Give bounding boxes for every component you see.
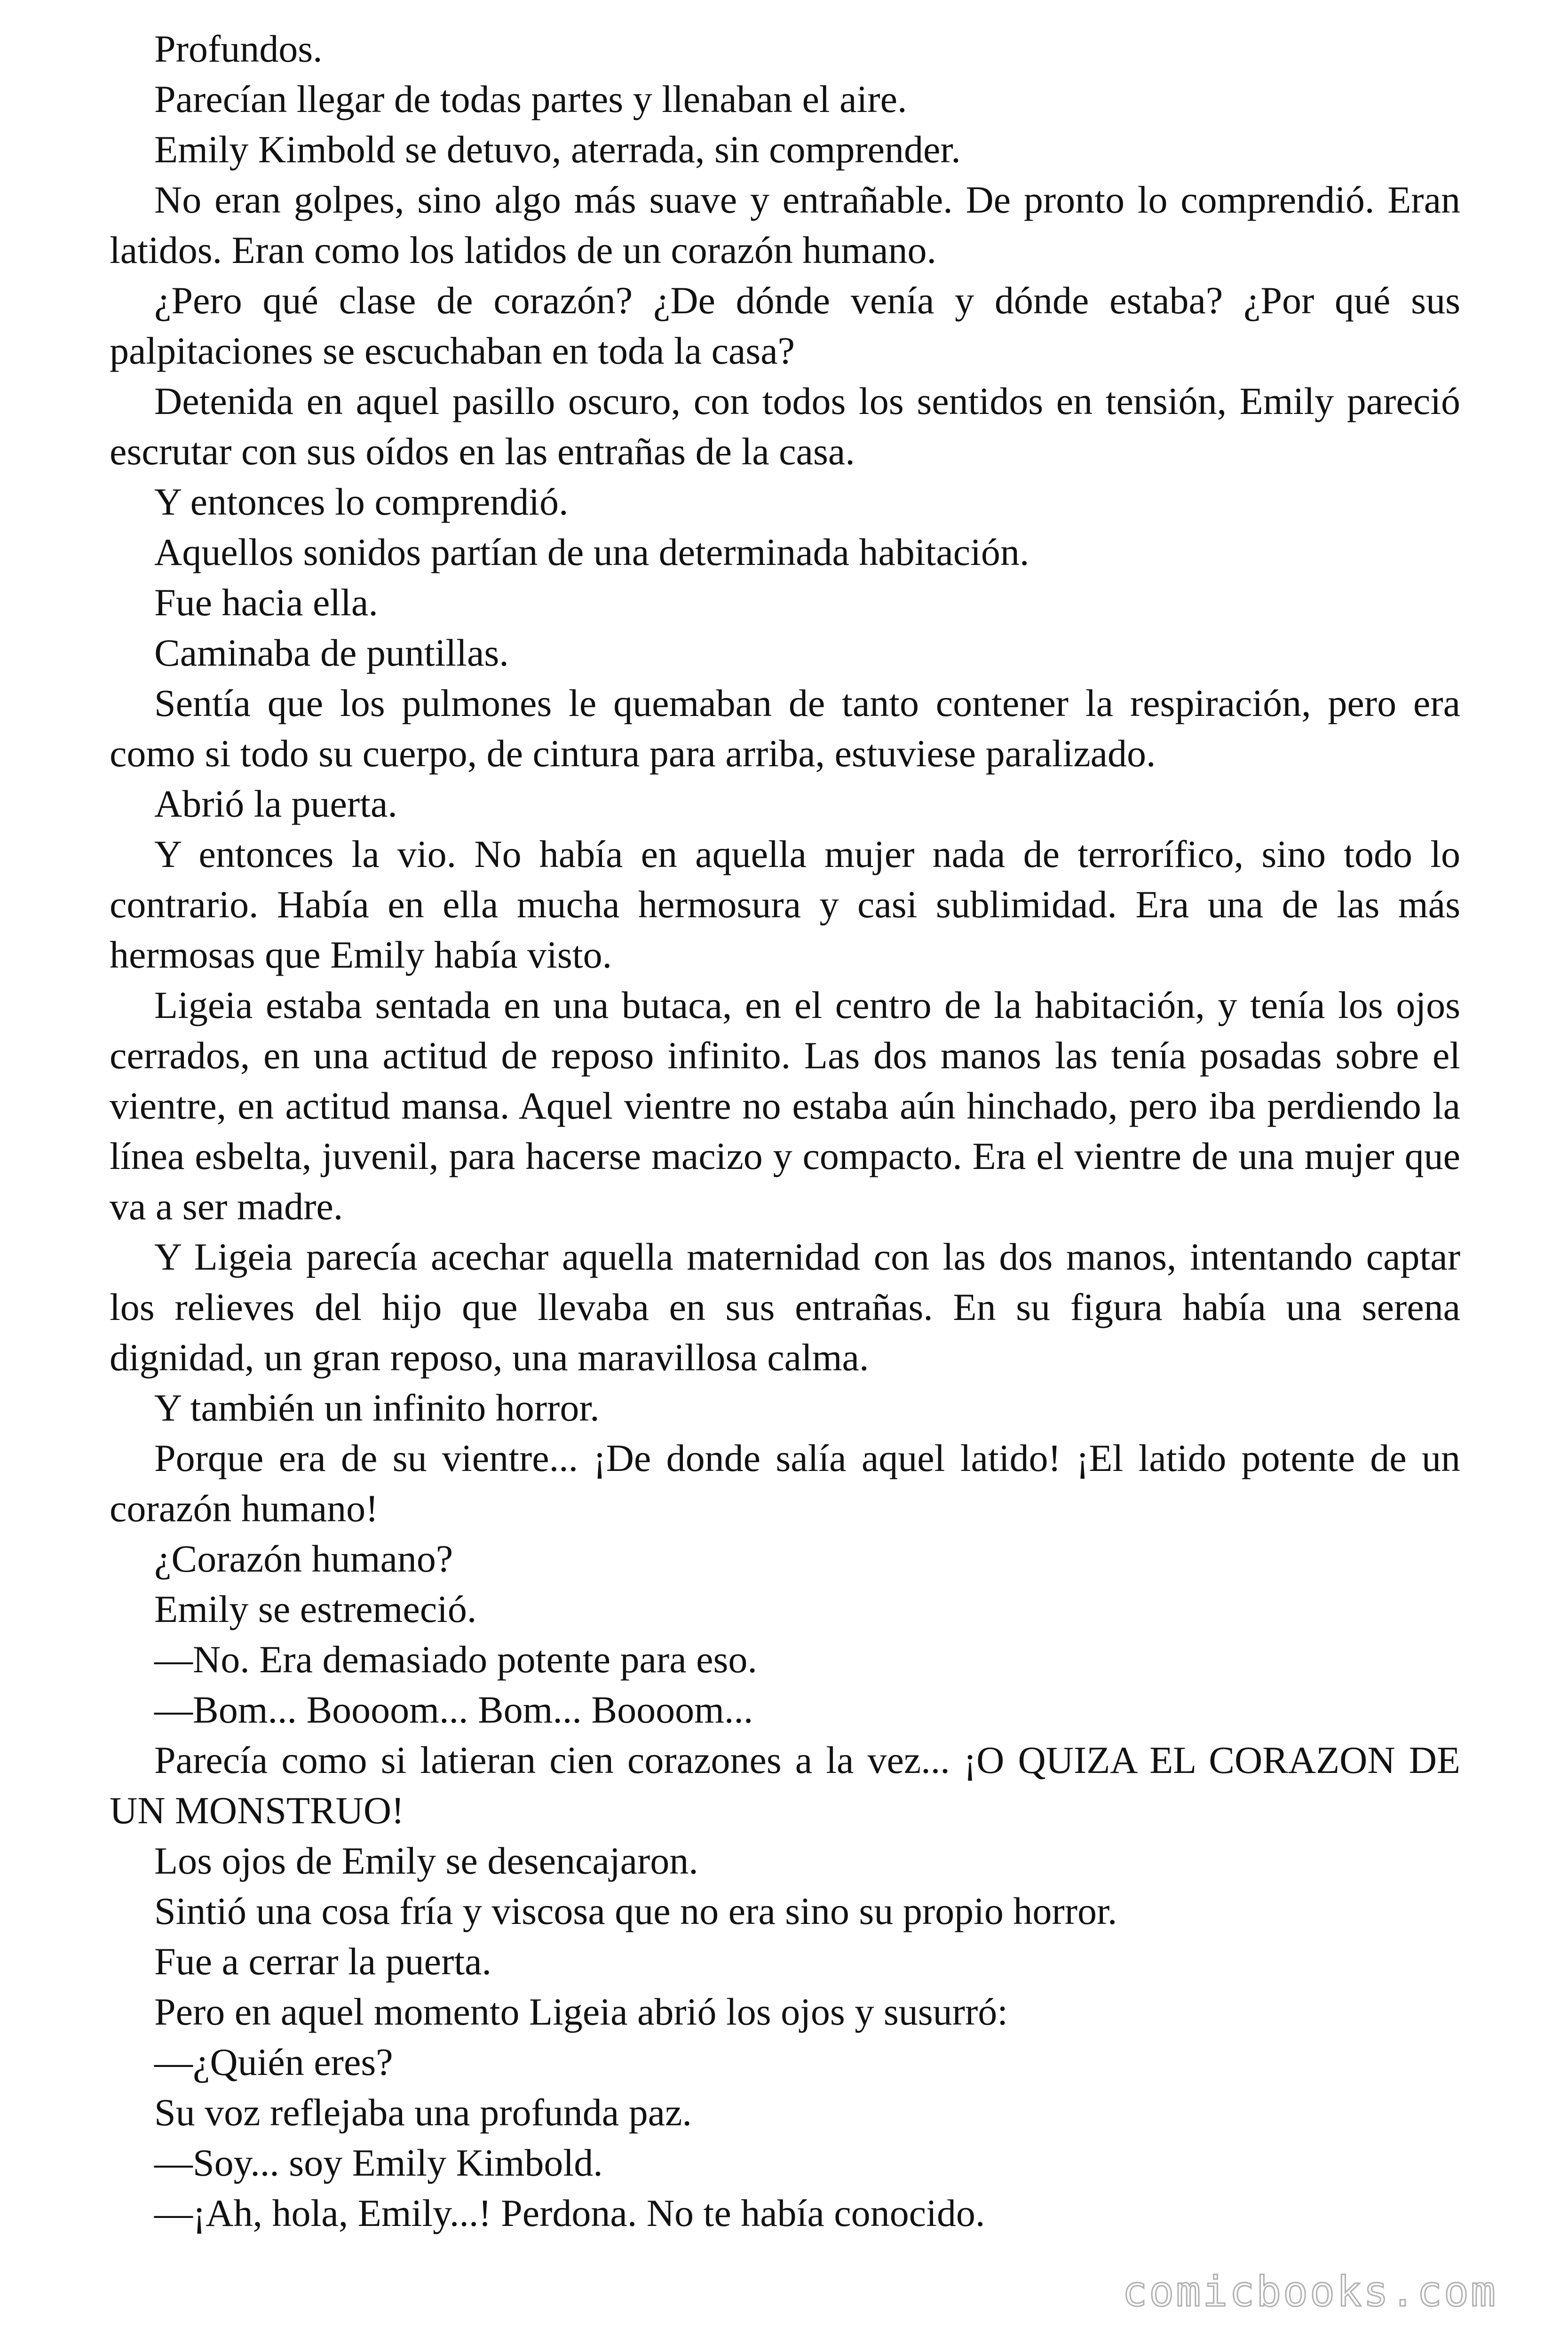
paragraph: Aquellos sonidos partían de una determinada habitación. — [154, 531, 1029, 573]
paragraph: Fue hacia ella. — [154, 581, 378, 624]
paragraph: —Soy... soy Emily Kimbold. — [154, 2141, 603, 2184]
paragraph: Porque era de su vientre... ¡De donde salía aquel latido! ¡El latido potente de un corazón humano! — [110, 1437, 1460, 1530]
paragraph: Profundos. — [154, 27, 323, 70]
paragraph: —¿Quién eres? — [154, 2041, 393, 2083]
paragraph: Y entonces lo comprendió. — [154, 480, 569, 523]
body-text — [110, 24, 1460, 2238]
paragraph: Y entonces la vio. No había en aquella mujer nada de terrorífico, sino todo lo contrario. Había en ella mucha hermosura y casi sublimidad. Era una de las más hermosas que Emily había visto. — [110, 833, 1460, 976]
paragraph: Y también un infinito horror. — [154, 1386, 600, 1429]
paragraph: —¡Ah, hola, Emily...! Perdona. No te había conocido. — [154, 2192, 985, 2234]
paragraph: ¿Pero qué clase de corazón? ¿De dónde venía y dónde estaba? ¿Por qué sus palpitaciones se escuchaban en toda la casa? — [110, 279, 1460, 372]
paragraph: Emily se estremeció. — [154, 1588, 477, 1630]
watermark: comicbooks.com — [1122, 2267, 1497, 2316]
paragraph: Sentía que los pulmones le quemaban de tanto contener la respiración, pero era como si todo su cuerpo, de cintura para arriba, estuviese paralizado. — [110, 682, 1460, 775]
paragraph: Abrió la puerta. — [154, 782, 397, 825]
paragraph: Y Ligeia parecía acechar aquella maternidad con las dos manos, intentando captar los relieves del hijo que llevaba en sus entrañas. En su figura había una serena dignidad, un gran reposo, una maravillosa calma. — [110, 1235, 1460, 1379]
paragraph: Caminaba de puntillas. — [154, 631, 509, 674]
paragraph: Parecía como si latieran cien corazones a la vez... ¡O QUIZA EL CORAZON DE UN MONSTRUO! — [110, 1739, 1460, 1832]
paragraph: —Bom... Boooom... Bom... Boooom... — [154, 1688, 753, 1731]
paragraph: Emily Kimbold se detuvo, aterrada, sin comprender. — [154, 128, 961, 171]
paragraph: Parecían llegar de todas partes y llenaban el aire. — [154, 78, 907, 120]
paragraph: Fue a cerrar la puerta. — [154, 1940, 492, 1983]
paragraph: No eran golpes, sino algo más suave y entrañable. De pronto lo comprendió. Eran latidos. Eran como los latidos de un corazón humano. — [110, 178, 1460, 271]
paragraph: —No. Era demasiado potente para eso. — [154, 1638, 757, 1681]
paragraph: Ligeia estaba sentada en una butaca, en el centro de la habitación, y tenía los ojos cerrados, en una actitud de reposo infinito. Las dos manos las tenía posadas sobre el vientre, en actitud mansa. Aquel vientre no estaba aún hinchado, pero iba perdiendo la línea esbelta, juvenil, para hacerse macizo y compacto. Era el vientre de una mujer que va a ser madre. — [110, 984, 1460, 1228]
paragraph: ¿Corazón humano? — [154, 1537, 453, 1580]
paragraph: Sintió una cosa fría y viscosa que no era sino su propio horror. — [154, 1890, 1117, 1932]
paragraph: Detenida en aquel pasillo oscuro, con todos los sentidos en tensión, Emily pareció escrutar con sus oídos en las entrañas de la casa. — [110, 380, 1460, 473]
paragraph: Pero en aquel momento Ligeia abrió los ojos y susurró: — [154, 1990, 1008, 2033]
paragraph: Los ojos de Emily se desencajaron. — [154, 1839, 698, 1882]
paragraph: Su voz reflejaba una profunda paz. — [154, 2091, 692, 2134]
